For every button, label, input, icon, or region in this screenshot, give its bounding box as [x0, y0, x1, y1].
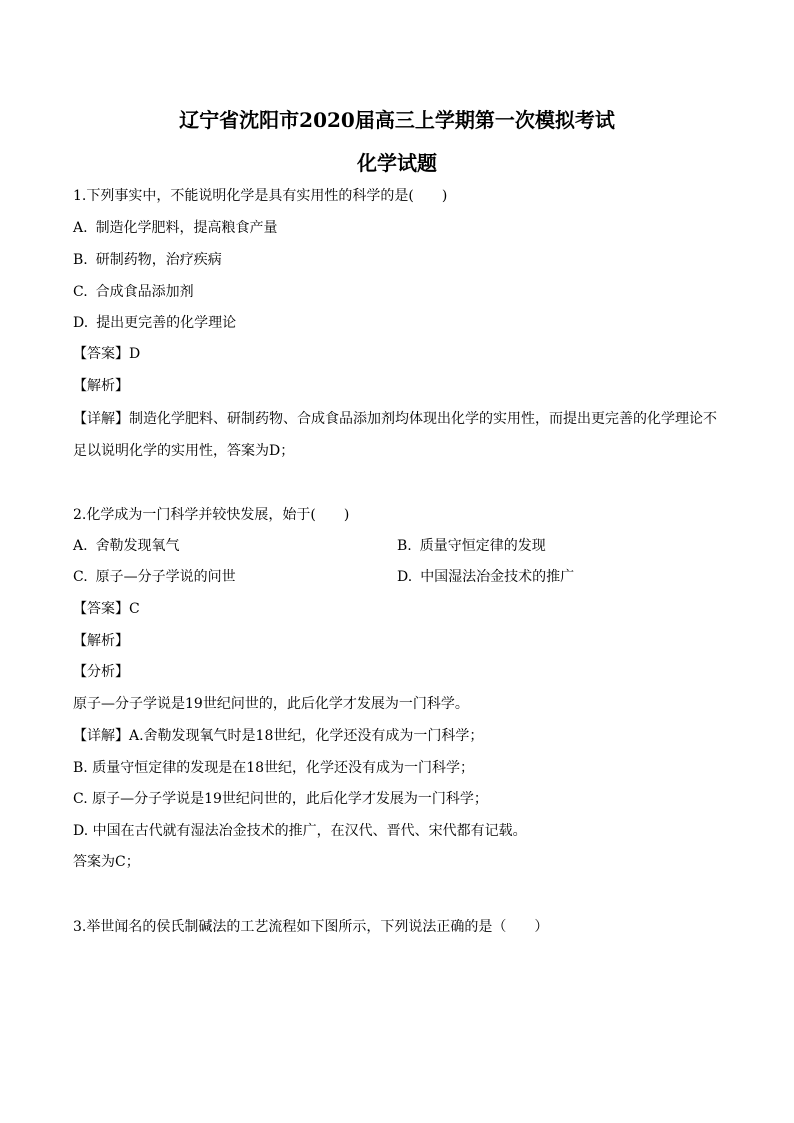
q2-answer: 【答案】C	[73, 601, 140, 617]
q2-analysis-heading: 【解析】	[73, 633, 129, 649]
q2-detail-d: D. 中国在古代就有湿法冶金技术的推广，在汉代、晋代、宋代都有记载。	[73, 823, 527, 839]
q2-option-b-label: B.	[397, 538, 412, 554]
q1-option-d-text: 提出更完善的化学理论	[96, 315, 237, 331]
q1-option-a	[73, 218, 278, 238]
q1-option-a-label: A.	[73, 220, 88, 236]
q1-option-c-label: C.	[73, 284, 88, 300]
q1-stem: 1.下列事实中，不能说明化学是具有实用性的科学的是( )	[73, 188, 448, 204]
q2-option-d-label: D.	[397, 569, 413, 585]
q2-detail-c: C. 原子—分子学说是19世纪问世的，此后化学才发展为一门科学；	[73, 791, 488, 807]
q2-fenxi-heading: 【分析】	[73, 664, 129, 680]
document-subtitle: 化学试题	[357, 151, 437, 175]
q1-option-c	[73, 282, 194, 302]
q2-detail-b: B. 质量守恒定律的发现是在18世纪，化学还没有成为一门科学；	[73, 760, 475, 776]
q2-option-b-text: 质量守恒定律的发现	[419, 538, 546, 554]
q2-option-a-label: A.	[73, 538, 88, 554]
q2-detail-a: 【详解】A.舍勒发现氧气时是18世纪，化学还没有成为一门科学；	[73, 728, 484, 744]
q3-stem: 3.举世闻名的侯氏制碱法的工艺流程如下图所示，下列说法正确的是（ ）	[73, 919, 549, 935]
q1-answer: 【答案】D	[73, 346, 141, 362]
q1-option-d	[73, 313, 236, 333]
q2-stem: 2.化学成为一门科学并较快发展，始于( )	[73, 507, 350, 523]
q2-option-c-label: C.	[73, 569, 88, 585]
q1-detail-line-2: 足以说明化学的实用性，答案为D；	[73, 443, 295, 459]
q1-option-c-text: 合成食品添加剂	[95, 284, 194, 300]
q2-option-a-text: 舍勒发现氧气	[95, 538, 180, 554]
q1-option-a-text: 制造化学肥料，提高粮食产量	[95, 220, 278, 236]
q2-fenxi-text: 原子—分子学说是19世纪问世的，此后化学才发展为一门科学。	[73, 696, 469, 712]
q1-option-b-label: B.	[73, 252, 88, 268]
q1-analysis-heading: 【解析】	[73, 378, 129, 394]
q1-option-b	[73, 250, 222, 270]
q2-option-d	[397, 567, 574, 587]
q2-option-a	[73, 536, 180, 556]
document-title: 辽宁省沈阳市2020届高三上学期第一次模拟考试	[179, 108, 615, 132]
q2-conclusion: 答案为C；	[73, 854, 140, 870]
q2-option-b	[397, 536, 546, 556]
q1-option-d-label: D.	[73, 315, 89, 331]
q1-option-b-text: 研制药物，治疗疾病	[95, 252, 222, 268]
q2-option-d-text: 中国湿法冶金技术的推广	[420, 569, 575, 585]
q1-detail-line-1: 【详解】制造化学肥料、研制药物、合成食品添加剂均体现出化学的实用性，而提出更完善的化学理论不	[73, 411, 717, 427]
q2-option-c-text: 原子—分子学说的问世	[95, 569, 236, 585]
q2-option-c	[73, 567, 236, 587]
